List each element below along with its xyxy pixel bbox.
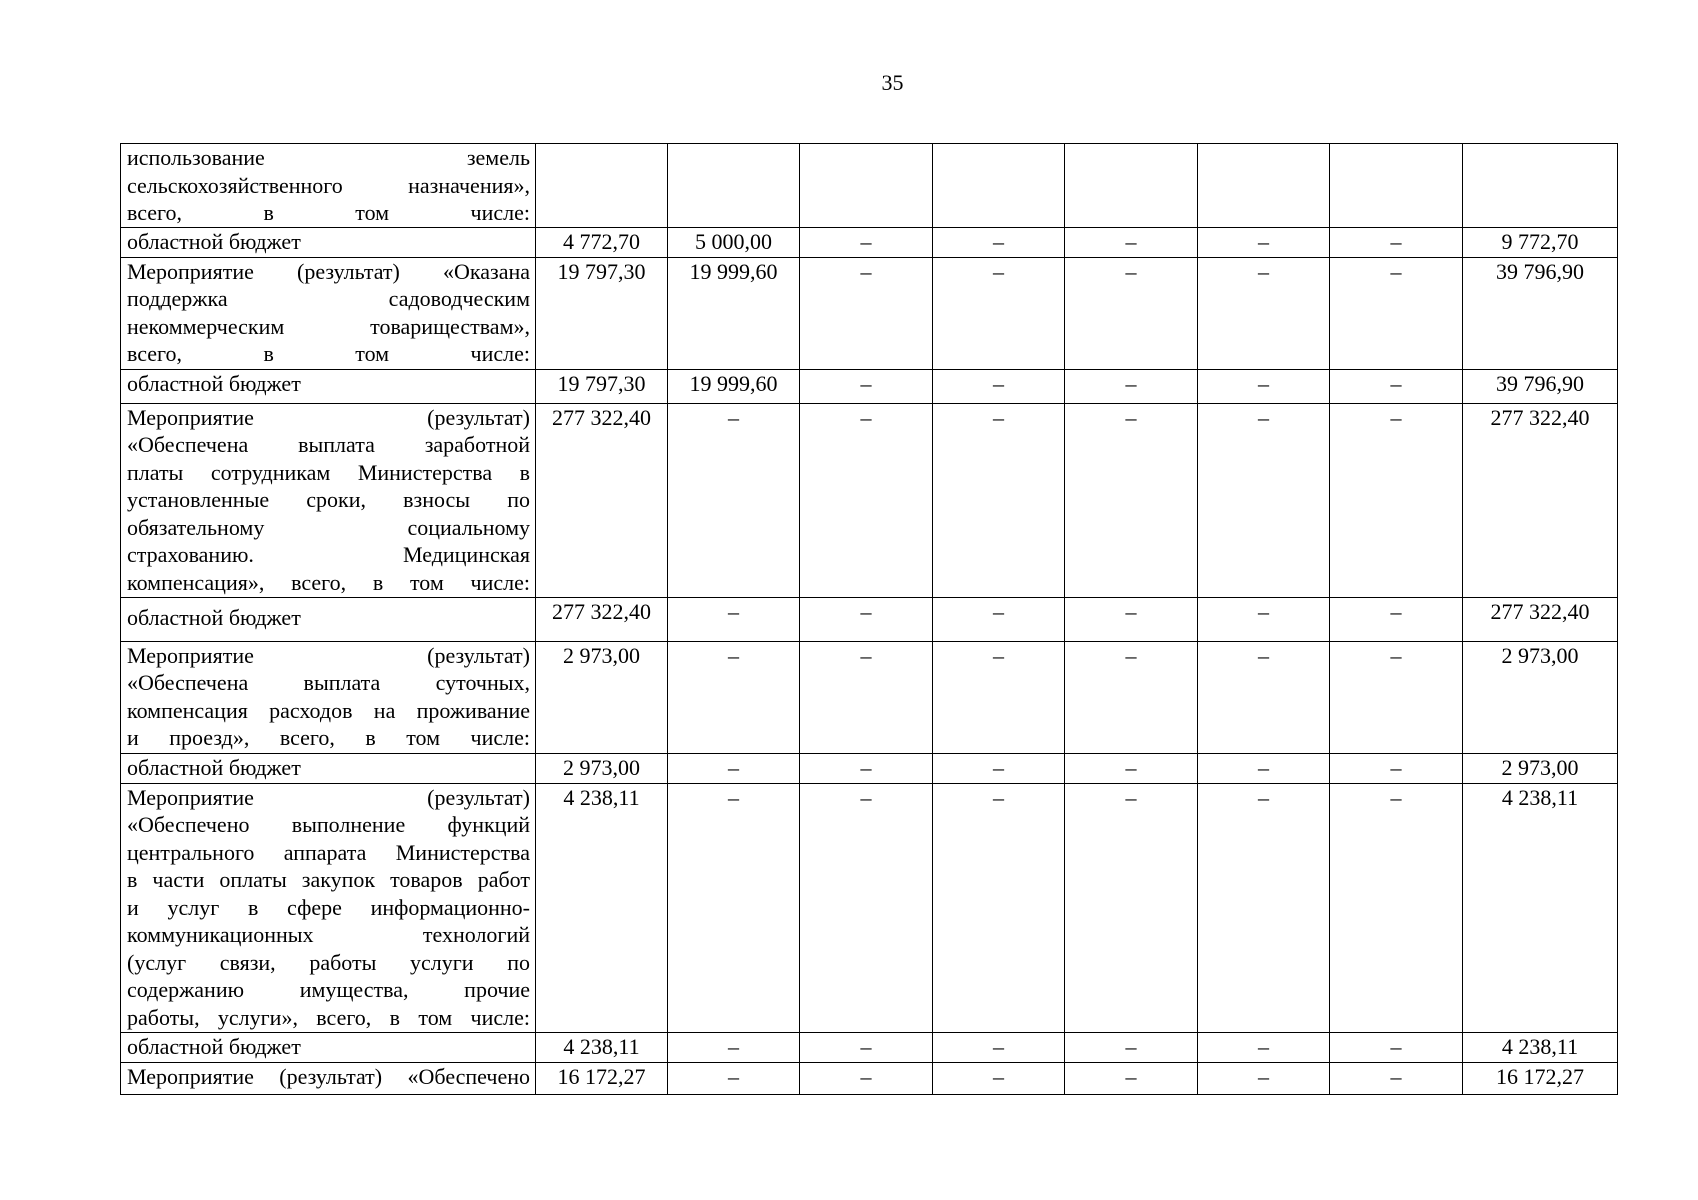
value-cell: –	[1198, 641, 1330, 753]
value-cell: –	[1198, 597, 1330, 641]
activity-name-line: Мероприятие (результат) «Оказана	[127, 258, 530, 284]
activity-name-line: областной бюджет	[127, 228, 301, 254]
activity-name-line: работы, услуги», всего, в том числе:	[127, 1004, 530, 1030]
table-row	[121, 403, 1618, 597]
value-cell: –	[1065, 1062, 1198, 1094]
activity-name-line: всего, в том числе:	[127, 341, 530, 366]
value-cell: 4 238,11	[536, 783, 668, 1032]
value-cell: –	[800, 257, 933, 369]
total-value-cell: 9 772,70	[1463, 227, 1618, 257]
value-cell: –	[800, 783, 933, 1032]
value-cell: –	[933, 1062, 1065, 1094]
value-cell: –	[1065, 641, 1198, 753]
value-cell: –	[1330, 753, 1463, 783]
budget-source-cell	[121, 1032, 536, 1062]
value-cell	[933, 144, 1065, 228]
value-cell: –	[1198, 369, 1330, 403]
value-cell: –	[1330, 403, 1463, 597]
value-cell: –	[1330, 257, 1463, 369]
activity-name-line: областной бюджет	[127, 1033, 301, 1059]
value-cell: –	[933, 753, 1065, 783]
value-cell: –	[1065, 227, 1198, 257]
value-cell: –	[800, 753, 933, 783]
activity-name-line: установленные сроки, взносы по	[127, 487, 530, 512]
total-value-cell	[1463, 144, 1618, 228]
value-cell: 2 973,00	[536, 753, 668, 783]
value-cell: –	[933, 641, 1065, 753]
activity-name-line: «Обеспечена выплата заработной	[127, 432, 530, 457]
activity-name-line: Мероприятие (результат)	[127, 404, 530, 430]
activity-name-line: компенсация», всего, в том числе:	[127, 569, 530, 595]
activity-name-line: компенсация расходов на проживание	[127, 697, 530, 723]
activity-name-cell	[121, 144, 536, 228]
value-cell: 4 772,70	[536, 227, 668, 257]
value-cell: –	[668, 1032, 800, 1062]
total-value-cell: 277 322,40	[1463, 597, 1618, 641]
activity-name-line: Мероприятие (результат) «Обеспечено	[127, 1063, 530, 1089]
activity-name-line: областной бюджет	[127, 754, 301, 780]
table-row	[121, 753, 1618, 783]
value-cell: 277 322,40	[536, 597, 668, 641]
budget-table	[120, 143, 1618, 1095]
value-cell: –	[1065, 1032, 1198, 1062]
activity-name-cell	[121, 1062, 536, 1094]
value-cell: 5 000,00	[668, 227, 800, 257]
budget-source-cell	[121, 227, 536, 257]
value-cell: –	[933, 227, 1065, 257]
value-cell: –	[1065, 783, 1198, 1032]
value-cell: –	[800, 369, 933, 403]
total-value-cell: 4 238,11	[1463, 1032, 1618, 1062]
activity-name-line: всего, в том числе:	[127, 200, 530, 225]
value-cell: –	[1330, 227, 1463, 257]
value-cell: 19 999,60	[668, 369, 800, 403]
activity-name-cell	[121, 641, 536, 753]
value-cell	[668, 144, 800, 228]
activity-name-line: областной бюджет	[127, 604, 301, 630]
activity-name-cell	[121, 257, 536, 369]
value-cell: 4 238,11	[536, 1032, 668, 1062]
activity-name-line: страхованию. Медицинская	[127, 542, 530, 567]
value-cell: –	[668, 597, 800, 641]
activity-name-line: платы сотрудникам Министерства в	[127, 459, 530, 485]
value-cell: –	[933, 1032, 1065, 1062]
table-row	[121, 369, 1618, 403]
budget-source-cell	[121, 753, 536, 783]
activity-name-line: «Обеспечено выполнение функций	[127, 812, 530, 837]
value-cell	[800, 144, 933, 228]
value-cell: –	[933, 597, 1065, 641]
value-cell: –	[933, 783, 1065, 1032]
value-cell: –	[933, 403, 1065, 597]
table-row	[121, 1062, 1618, 1094]
activity-name-line: и проезд», всего, в том числе:	[127, 725, 530, 750]
value-cell: –	[1198, 257, 1330, 369]
total-value-cell: 39 796,90	[1463, 257, 1618, 369]
value-cell: –	[1198, 403, 1330, 597]
value-cell: –	[1330, 641, 1463, 753]
value-cell	[536, 144, 668, 228]
total-value-cell: 4 238,11	[1463, 783, 1618, 1032]
value-cell: –	[800, 641, 933, 753]
activity-name-line: коммуникационных технологий	[127, 922, 530, 947]
activity-name-line: (услуг связи, работы услуги по	[127, 949, 530, 975]
value-cell: –	[800, 227, 933, 257]
value-cell: –	[933, 369, 1065, 403]
activity-name-line: содержанию имущества, прочие	[127, 977, 530, 1002]
value-cell: –	[1198, 227, 1330, 257]
budget-table-body	[121, 144, 1618, 1095]
activity-name-line: обязательному социальному	[127, 514, 530, 540]
table-row	[121, 227, 1618, 257]
total-value-cell: 277 322,40	[1463, 403, 1618, 597]
activity-name-line: центрального аппарата Министерства	[127, 839, 530, 865]
activity-name-line: поддержка садоводческим	[127, 286, 530, 311]
activity-name-line: Мероприятие (результат)	[127, 642, 530, 668]
value-cell: –	[933, 257, 1065, 369]
value-cell: –	[668, 753, 800, 783]
activity-name-cell	[121, 783, 536, 1032]
value-cell: –	[1065, 753, 1198, 783]
total-value-cell: 39 796,90	[1463, 369, 1618, 403]
value-cell: –	[1198, 1032, 1330, 1062]
value-cell: –	[1065, 369, 1198, 403]
value-cell: –	[668, 641, 800, 753]
value-cell: 2 973,00	[536, 641, 668, 753]
activity-name-line: некоммерческим товариществам»,	[127, 313, 530, 339]
value-cell: –	[1330, 597, 1463, 641]
value-cell: –	[800, 597, 933, 641]
activity-name-line: областной бюджет	[127, 370, 301, 396]
table-row	[121, 783, 1618, 1032]
value-cell: –	[1065, 597, 1198, 641]
value-cell: –	[1330, 1032, 1463, 1062]
activity-name-line: и услуг в сфере информационно-	[127, 894, 530, 920]
value-cell: –	[1065, 257, 1198, 369]
value-cell: –	[668, 783, 800, 1032]
total-value-cell: 2 973,00	[1463, 753, 1618, 783]
budget-source-cell	[121, 369, 536, 403]
activity-name-line: «Обеспечена выплата суточных,	[127, 670, 530, 695]
value-cell: –	[1198, 783, 1330, 1032]
budget-source-cell	[121, 597, 536, 641]
value-cell: 277 322,40	[536, 403, 668, 597]
page-number: 35	[881, 70, 904, 95]
value-cell: –	[668, 1062, 800, 1094]
activity-name-cell	[121, 403, 536, 597]
activity-name-line: использование земель	[127, 145, 530, 170]
activity-name-line: в части оплаты закупок товаров работ	[127, 867, 530, 892]
table-row	[121, 1032, 1618, 1062]
activity-name-line: сельскохозяйственного назначения»,	[127, 172, 530, 198]
value-cell: 19 999,60	[668, 257, 800, 369]
table-row	[121, 641, 1618, 753]
total-value-cell: 16 172,27	[1463, 1062, 1618, 1094]
value-cell: –	[1330, 369, 1463, 403]
value-cell: –	[800, 1062, 933, 1094]
activity-name-line: Мероприятие (результат)	[127, 784, 530, 810]
value-cell	[1198, 144, 1330, 228]
value-cell: 19 797,30	[536, 369, 668, 403]
table-row	[121, 257, 1618, 369]
value-cell: –	[800, 403, 933, 597]
value-cell: –	[1198, 753, 1330, 783]
value-cell: –	[800, 1032, 933, 1062]
table-row	[121, 144, 1618, 228]
total-value-cell: 2 973,00	[1463, 641, 1618, 753]
value-cell: –	[1330, 783, 1463, 1032]
table-row	[121, 597, 1618, 641]
value-cell	[1065, 144, 1198, 228]
value-cell: –	[1330, 1062, 1463, 1094]
value-cell: –	[1065, 403, 1198, 597]
value-cell: –	[668, 403, 800, 597]
value-cell: 19 797,30	[536, 257, 668, 369]
value-cell: 16 172,27	[536, 1062, 668, 1094]
value-cell: –	[1198, 1062, 1330, 1094]
value-cell	[1330, 144, 1463, 228]
